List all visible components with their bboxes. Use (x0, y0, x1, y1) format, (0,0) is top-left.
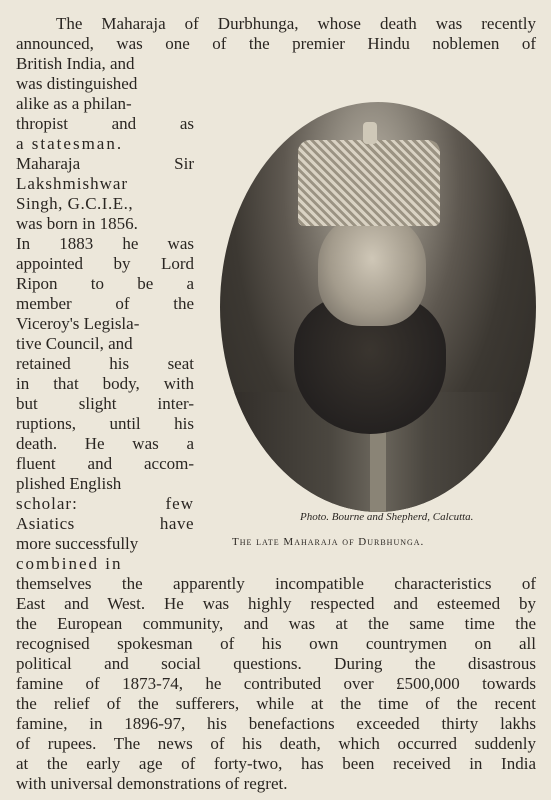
portrait-face (318, 214, 426, 326)
text-line: Lakshmishwar (16, 174, 129, 193)
photo-caption: The late Maharaja of Durbhunga. (232, 536, 425, 548)
text-line: announced, was one of the premier Hindu noblemen of (16, 34, 536, 53)
text-line: retained his seat (16, 354, 194, 373)
text-line: death. He was a (16, 434, 194, 453)
text-line: Asiatics have (16, 514, 194, 533)
text-line: fluent and accom- (16, 454, 194, 473)
text-line: appointed by Lord (16, 254, 194, 273)
text-line: the European community, and was at the same time the (16, 614, 536, 633)
portrait-oval (220, 102, 536, 512)
text-line: combined in (16, 554, 123, 573)
text-line: scholar: few (16, 494, 194, 513)
text-line: the relief of the sufferers, while at the time of the recent (16, 694, 536, 713)
photo-credit: Photo. Bourne and Shepherd, Calcutta. (300, 511, 474, 523)
text-line: alike as a philan- (16, 94, 132, 113)
text-line: The Maharaja of Durbhunga, whose death was recently (56, 14, 536, 33)
text-line: famine of 1873-74, he contributed over £500,000 towards (16, 674, 536, 693)
text-line: In 1883 he was (16, 234, 194, 253)
text-line: but slight inter- (16, 394, 194, 413)
text-line: a statesman. (16, 134, 124, 153)
text-line: Ripon to be a (16, 274, 194, 293)
text-line: more successfully (16, 534, 139, 553)
text-line: plished English (16, 474, 122, 493)
text-line: themselves the apparently incompatible characteristics of (16, 574, 536, 593)
text-line: ruptions, until his (16, 414, 194, 433)
text-line: of rupees. The news of his death, which occurred suddenly (16, 734, 536, 753)
text-line: in that body, with (16, 374, 194, 393)
text-line: recognised spokesman of his own countrymen on all (16, 634, 536, 653)
text-line: was born in 1856. (16, 214, 138, 233)
text-line: East and West. He was highly respected and esteemed by (16, 594, 536, 613)
text-line: tive Council, and (16, 334, 133, 353)
portrait-photo (220, 102, 536, 512)
text-line: member of the (16, 294, 194, 313)
text-line: Singh, G.C.I.E., (16, 194, 134, 213)
text-line: with universal demonstrations of regret. (16, 774, 288, 793)
text-line: thropist and as (16, 114, 194, 133)
text-line: Maharaja Sir (16, 154, 194, 173)
text-line: political and social questions. During the disastrous (16, 654, 536, 673)
text-line: at the early age of forty-two, has been received in India (16, 754, 536, 773)
portrait-hat-tassel (363, 122, 377, 144)
text-line: British India, and (16, 54, 135, 73)
portrait-hat (298, 140, 440, 226)
text-line: was distinguished (16, 74, 138, 93)
text-line: Viceroy's Legisla- (16, 314, 140, 333)
text-line: famine, in 1896-97, his benefactions exceeded thirty lakhs (16, 714, 536, 733)
